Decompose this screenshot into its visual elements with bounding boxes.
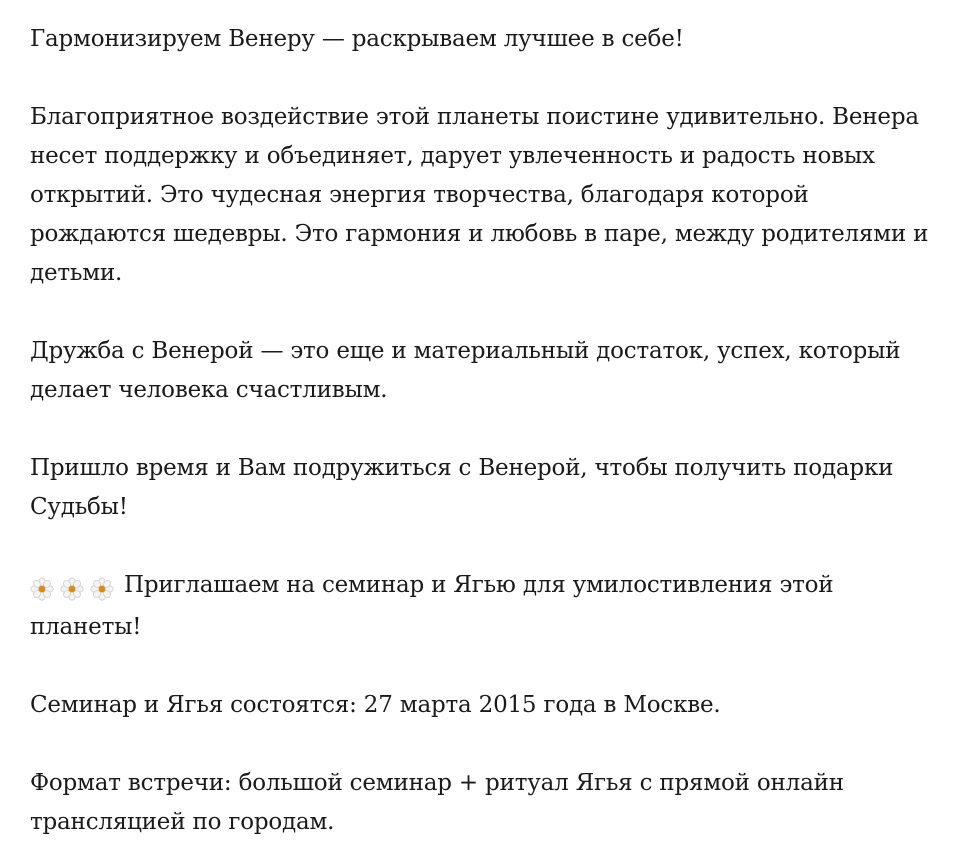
invitation-text: Приглашаем на семинар и Ягью для умилостивления этой планеты! xyxy=(30,572,834,640)
paragraph-event-format: Формат встречи: большой семинар + ритуал Ягья с прямой онлайн трансляцией по городам. xyxy=(30,770,844,835)
post-body xyxy=(30,20,942,842)
paragraph-venus-influence: Благоприятное воздействие этой планеты поистине удивительно. Венера несет поддержку и объединяет, дарует увлеченность и радость новых открытий. Это чудесная энергия творчества, благодаря которой рождаются шедевры. Это гармония и любовь в паре, между родителями и детьми. xyxy=(30,104,929,286)
flower-row xyxy=(30,569,120,608)
daisy-icon xyxy=(60,577,84,601)
daisy-icon xyxy=(90,577,114,601)
paragraph-time-to-befriend: Пришло время и Вам подружиться с Венерой, чтобы получить подарки Судьбы! xyxy=(30,455,894,520)
paragraph-invitation xyxy=(30,566,942,647)
paragraph-event-date: Семинар и Ягья состоятся: 27 марта 2015 года в Москве. xyxy=(30,692,721,718)
paragraph-friendship: Дружба с Венерой — это еще и материальный достаток, успех, который делает человека счастливым. xyxy=(30,338,901,403)
post-heading: Гармонизируем Венеру — раскрываем лучшее в себе! xyxy=(30,26,684,52)
daisy-icon xyxy=(30,577,54,601)
